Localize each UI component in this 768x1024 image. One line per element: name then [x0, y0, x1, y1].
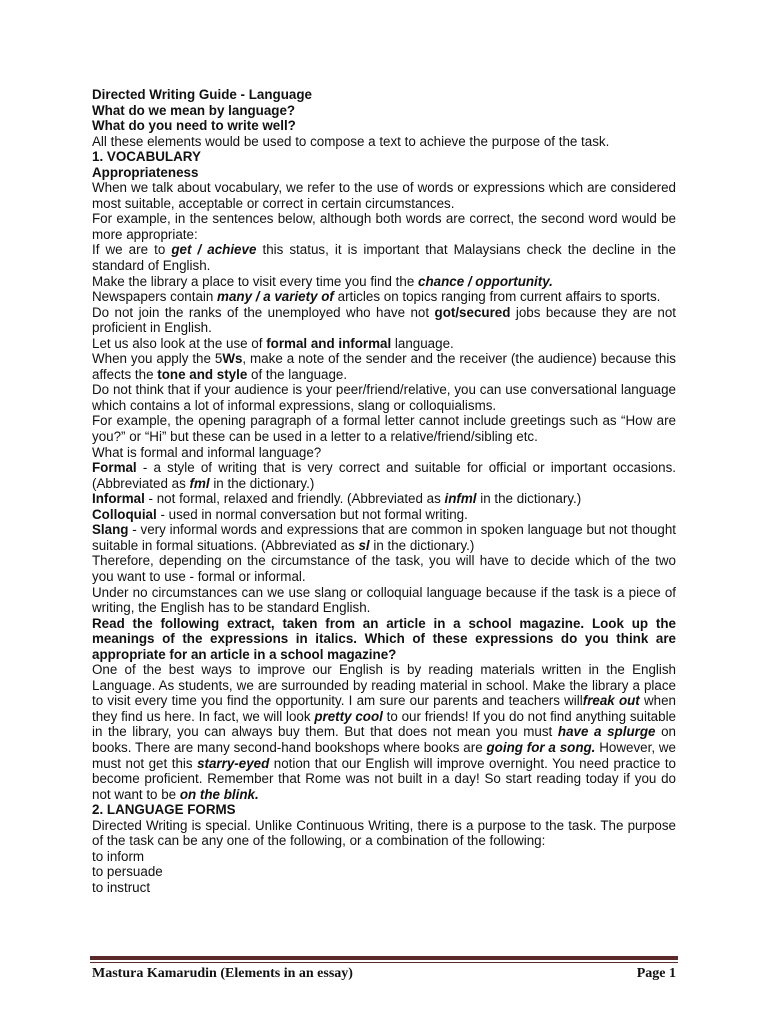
text-run: on books. There are many second-hand bookshops where books are: [92, 724, 676, 755]
text-run: One of the best ways to improve our English is by reading materials written in the English Language. As students, we are surrounded by reading material in school. Make the library a place to visit every time you find the opportunity. I am sure our parents and teachers will: [92, 662, 676, 709]
text-run: in the dictionary.): [369, 537, 475, 553]
paragraph: [92, 351, 676, 382]
emphasis-text: many / a variety of: [217, 289, 334, 305]
paragraph: [92, 165, 676, 181]
paragraph: [92, 211, 676, 242]
emphasis-text: Read the following extract, taken from an article in a school magazine. Look up the meanings of the expressions in italics. Which of these expressions do you think are appropriate for an article in a school magazine?: [92, 615, 676, 662]
text-run: When you apply the 5: [92, 351, 223, 367]
emphasis-text: get / achieve: [171, 242, 257, 258]
text-run: articles on topics ranging from current affairs to sports.: [333, 289, 661, 305]
emphasis-text: Appropriateness: [92, 164, 199, 180]
text-run: - not formal, relaxed and friendly. (Abbreviated as: [144, 491, 445, 507]
emphasis-text: Colloquial: [92, 506, 157, 522]
text-run: What is formal and informal language?: [92, 444, 322, 460]
text-run: Directed Writing is special. Unlike Continuous Writing, there is a purpose to the task. The purpose of the task can be any one of the following, or a combination of the following:: [92, 817, 676, 849]
emphasis-text: Slang: [92, 522, 129, 538]
paragraph: [92, 818, 676, 849]
emphasis-text: fml: [189, 475, 210, 491]
paragraph: [92, 522, 676, 553]
paragraph: [92, 87, 676, 103]
paragraph: [92, 880, 676, 896]
emphasis-text: freak out: [582, 693, 640, 709]
paragraph: [92, 616, 676, 663]
emphasis-text: chance / opportunity.: [418, 273, 553, 289]
paragraph: [92, 118, 676, 134]
paragraph: [92, 274, 676, 290]
text-run: Make the library a place to visit every time you find the: [92, 273, 418, 289]
emphasis-text: 1. VOCABULARY: [92, 149, 201, 165]
text-run: of the language.: [247, 366, 348, 382]
emphasis-text: Formal: [92, 460, 137, 476]
text-run: jobs because they are not proficient in English.: [92, 304, 676, 336]
emphasis-text: infml: [444, 491, 477, 507]
text-run: When we talk about vocabulary, we refer to the use of words or expressions which are considered most suitable, acceptable or correct in certain circumstances.: [92, 180, 676, 211]
paragraph: [92, 585, 676, 616]
footer-author: Mastura Kamarudin (Elements in an essay): [92, 966, 353, 981]
paragraph: [92, 242, 676, 273]
emphasis-text: got/secured: [434, 304, 511, 320]
emphasis-text: What do you need to write well?: [92, 118, 296, 134]
text-run: - very informal words and expressions that are common in spoken language but not thought suitable in formal situations. (Abbreviated as: [92, 522, 676, 553]
paragraph: [92, 507, 676, 523]
paragraph: [92, 864, 676, 880]
text-run: - used in normal conversation but not formal writing.: [156, 506, 468, 522]
emphasis-text: pretty cool: [314, 708, 383, 724]
text-run: when they find us here. In fact, we will look: [92, 693, 676, 724]
emphasis-text: 2. LANGUAGE FORMS: [92, 802, 236, 818]
emphasis-text: on the blink.: [179, 786, 259, 802]
text-run: Do not think that if your audience is your peer/friend/relative, you can use conversational language which contains a lot of informal expressions, slang or colloquialisms.: [92, 382, 676, 413]
document-body: [92, 87, 676, 895]
text-run: Therefore, depending on the circumstance of the task, you will have to decide which of the two you want to use - formal or informal.: [92, 553, 676, 584]
text-run: this status, it is important that Malaysians check the decline in the standard of English.: [92, 242, 676, 274]
emphasis-text: Directed Writing Guide - Language: [92, 87, 312, 102]
emphasis-text: tone and style: [157, 366, 248, 382]
text-run: , make a note of the sender and the receiver (the audience) because this affects the: [92, 351, 677, 382]
text-run: language.: [391, 335, 454, 351]
paragraph: [92, 849, 676, 865]
text-run: For example, the opening paragraph of a formal letter cannot include greetings such as “How are you?” or “Hi” but these can be used in a letter to a relative/friend/sibling etc.: [92, 413, 676, 445]
footer-rule-thin: [90, 962, 678, 963]
emphasis-text: What do we mean by language?: [92, 102, 296, 118]
paragraph: [92, 305, 676, 336]
paragraph: [92, 103, 676, 119]
paragraph: [92, 553, 676, 584]
paragraph: [92, 149, 676, 165]
text-run: in the dictionary.): [209, 475, 315, 491]
text-run: in the dictionary.): [476, 491, 582, 507]
text-run: notion that our English will improve overnight. You need practice to become proficient. Remember that Rome was not built in a day! So start reading today if you do not want to be: [92, 755, 677, 802]
paragraph: [92, 134, 676, 150]
text-run: to persuade: [92, 864, 163, 880]
footer-rule: [90, 956, 678, 960]
paragraph: [92, 445, 676, 461]
text-run: If we are to: [92, 242, 172, 258]
text-run: Do not join the ranks of the unemployed who have not: [92, 304, 435, 320]
paragraph: [92, 382, 676, 413]
text-run: Newspapers contain: [92, 289, 218, 305]
paragraph: [92, 662, 676, 802]
paragraph: [92, 336, 676, 352]
paragraph: [92, 491, 676, 507]
text-run: to inform: [92, 848, 145, 864]
paragraph: [92, 180, 676, 211]
text-run: Under no circumstances can we use slang or colloquial language because if the task is a piece of writing, the English has to be standard English.: [92, 584, 676, 616]
emphasis-text: Informal: [92, 491, 145, 507]
emphasis-text: sl: [358, 537, 370, 553]
text-run: Let us also look at the use of: [92, 335, 267, 351]
emphasis-text: formal and informal: [266, 335, 392, 351]
paragraph: [92, 802, 676, 818]
paragraph: [92, 289, 676, 305]
text-run: For example, in the sentences below, although both words are correct, the second word would be more appropriate:: [92, 211, 676, 242]
emphasis-text: starry-eyed: [197, 755, 270, 771]
text-run: However, we must not get this: [92, 739, 676, 771]
page-footer: [92, 966, 676, 982]
page-number: Page 1: [636, 966, 676, 981]
emphasis-text: going for a song.: [486, 739, 596, 755]
text-run: All these elements would be used to compose a text to achieve the purpose of the task.: [92, 133, 610, 149]
emphasis-text: Ws: [222, 351, 243, 367]
text-run: to our friends! If you do not find anything suitable in the library, you can always buy them. But that does not mean you must: [92, 708, 677, 740]
paragraph: [92, 460, 676, 491]
paragraph: [92, 413, 676, 444]
text-run: - a style of writing that is very correct and suitable for official or important occasions. (Abbreviated as: [92, 460, 676, 491]
emphasis-text: have a splurge: [557, 724, 656, 740]
text-run: to instruct: [92, 879, 151, 895]
